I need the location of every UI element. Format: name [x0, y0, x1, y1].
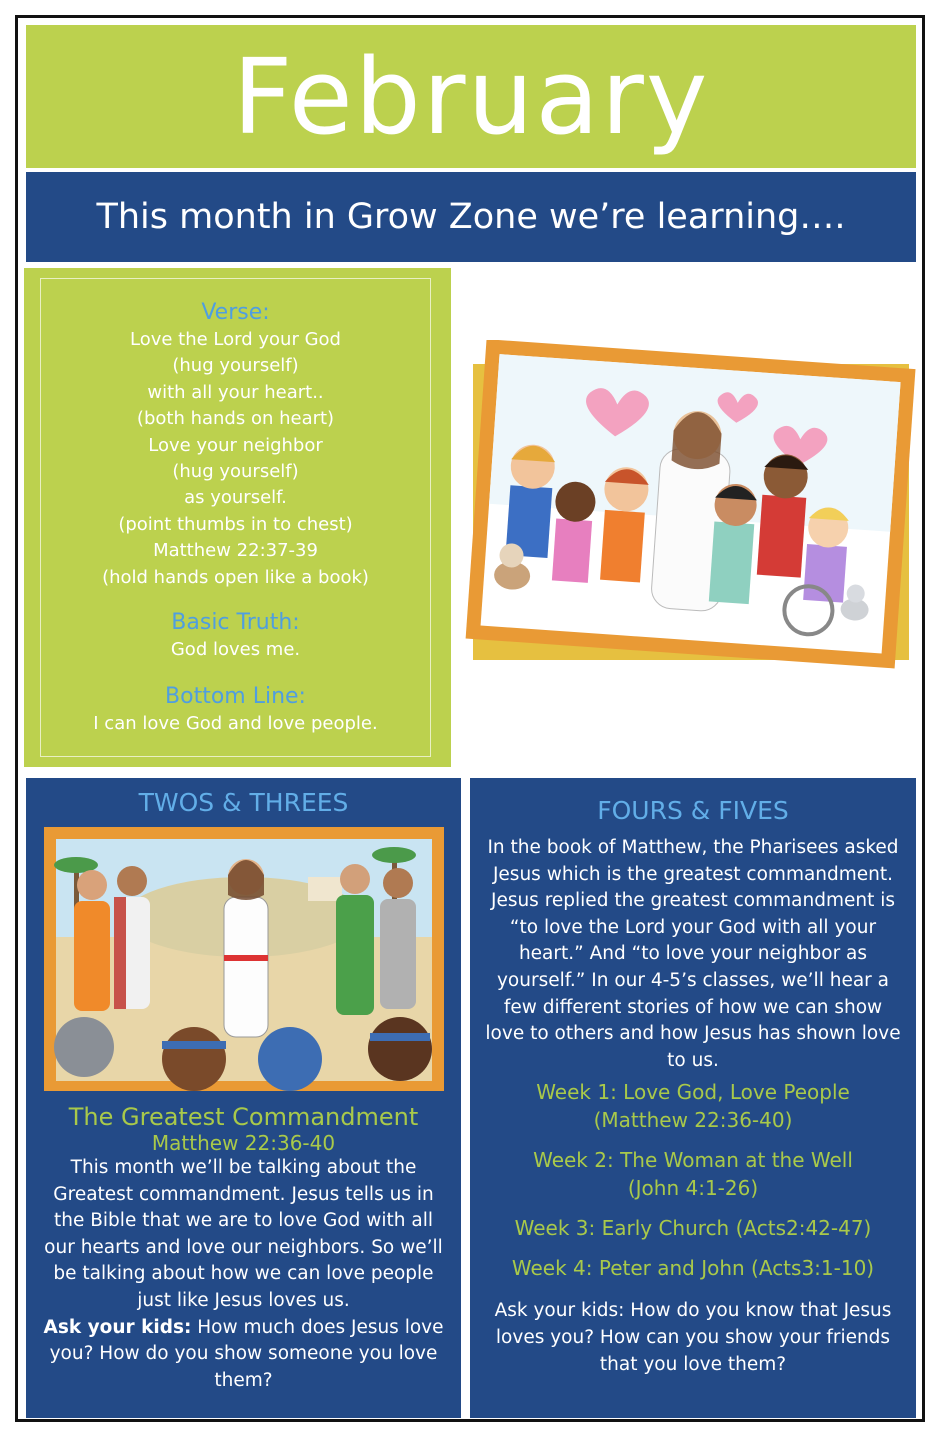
page-subtitle: This month in Grow Zone we’re learning…. — [96, 197, 846, 237]
twos-ask-text: How much does Jesus love you? How do you show someone you love them? — [49, 1316, 444, 1391]
verse-line: as yourself. — [184, 487, 287, 509]
verse-line: (hold hands open like a book) — [102, 566, 369, 588]
week-1-reference: (Matthew 22:36-40) — [593, 1108, 793, 1133]
verse-line: with all your heart.. — [147, 381, 324, 403]
title-banner — [26, 25, 916, 168]
fours-fives-panel — [470, 778, 916, 1418]
verse-line: Love your neighbor — [148, 434, 323, 456]
ask-kids-label: Ask your kids: — [43, 1316, 192, 1338]
twos-threes-heading: TWOS & THREES — [138, 788, 349, 817]
week-4-title: Week 4: Peter and John (Acts3:1-10) — [511, 1256, 875, 1281]
verse-heading: Verse: — [201, 300, 270, 325]
basic-truth-heading: Basic Truth: — [171, 610, 300, 636]
verse-line: (both hands on heart) — [136, 408, 335, 430]
twos-threes-panel — [26, 778, 461, 1418]
verse-inner-border — [40, 278, 431, 757]
fours-body: In the book of Matthew, the Pharisees asked Jesus which is the greatest commandment. Jesus replied the greatest commandment is “to love the Lord your God with all your heart.” And “to love your neighbor as yourself.” In our 4-5’s classes, we’ll hear a few different stories of how we can show love to others and how Jesus has shown love to us. — [485, 837, 901, 1071]
week-1-title: Week 1: Love God, Love People — [536, 1080, 850, 1105]
fours-fives-heading: FOURS & FIVES — [597, 796, 789, 825]
week-3-title: Week 3: Early Church (Acts2:42-47) — [514, 1216, 872, 1241]
story-title: The Greatest Commandment — [68, 1103, 419, 1131]
verse-line: (point thumbs in to chest) — [118, 513, 353, 535]
verse-line: Love the Lord your God — [130, 329, 341, 350]
page-title: February — [232, 35, 710, 158]
story-reference: Matthew 22:36-40 — [151, 1131, 336, 1155]
verse-panel — [24, 268, 451, 767]
jesus-children-illustration — [465, 340, 920, 685]
bottom-line-text: I can love God and love people. — [93, 713, 378, 735]
verse-line: (hug yourself) — [172, 355, 299, 377]
week-2-title: Week 2: The Woman at the Well — [533, 1148, 853, 1173]
verse-line: (hug yourself) — [172, 461, 299, 483]
verse-lines — [41, 327, 430, 591]
basic-truth-text: God loves me. — [170, 639, 301, 661]
fours-ask-text: Ask your kids: How do you know that Jesus loves you? How can you show your friends that you love them? — [494, 1300, 892, 1375]
bottom-line-heading: Bottom Line: — [165, 684, 306, 710]
greatest-commandment-illustration — [44, 827, 444, 1091]
twos-body — [26, 1155, 461, 1394]
verse-line: Matthew 22:37-39 — [153, 540, 318, 562]
twos-body-text: This month we’ll be talking about the Greatest commandment. Jesus tells us in the Bible that we are to love God with all our hearts and love our neighbors. So we’ll be talking about how we can love people just like Jesus loves us. — [44, 1157, 443, 1311]
subtitle-banner — [26, 172, 916, 262]
week-2-reference: (John 4:1-26) — [627, 1176, 759, 1201]
